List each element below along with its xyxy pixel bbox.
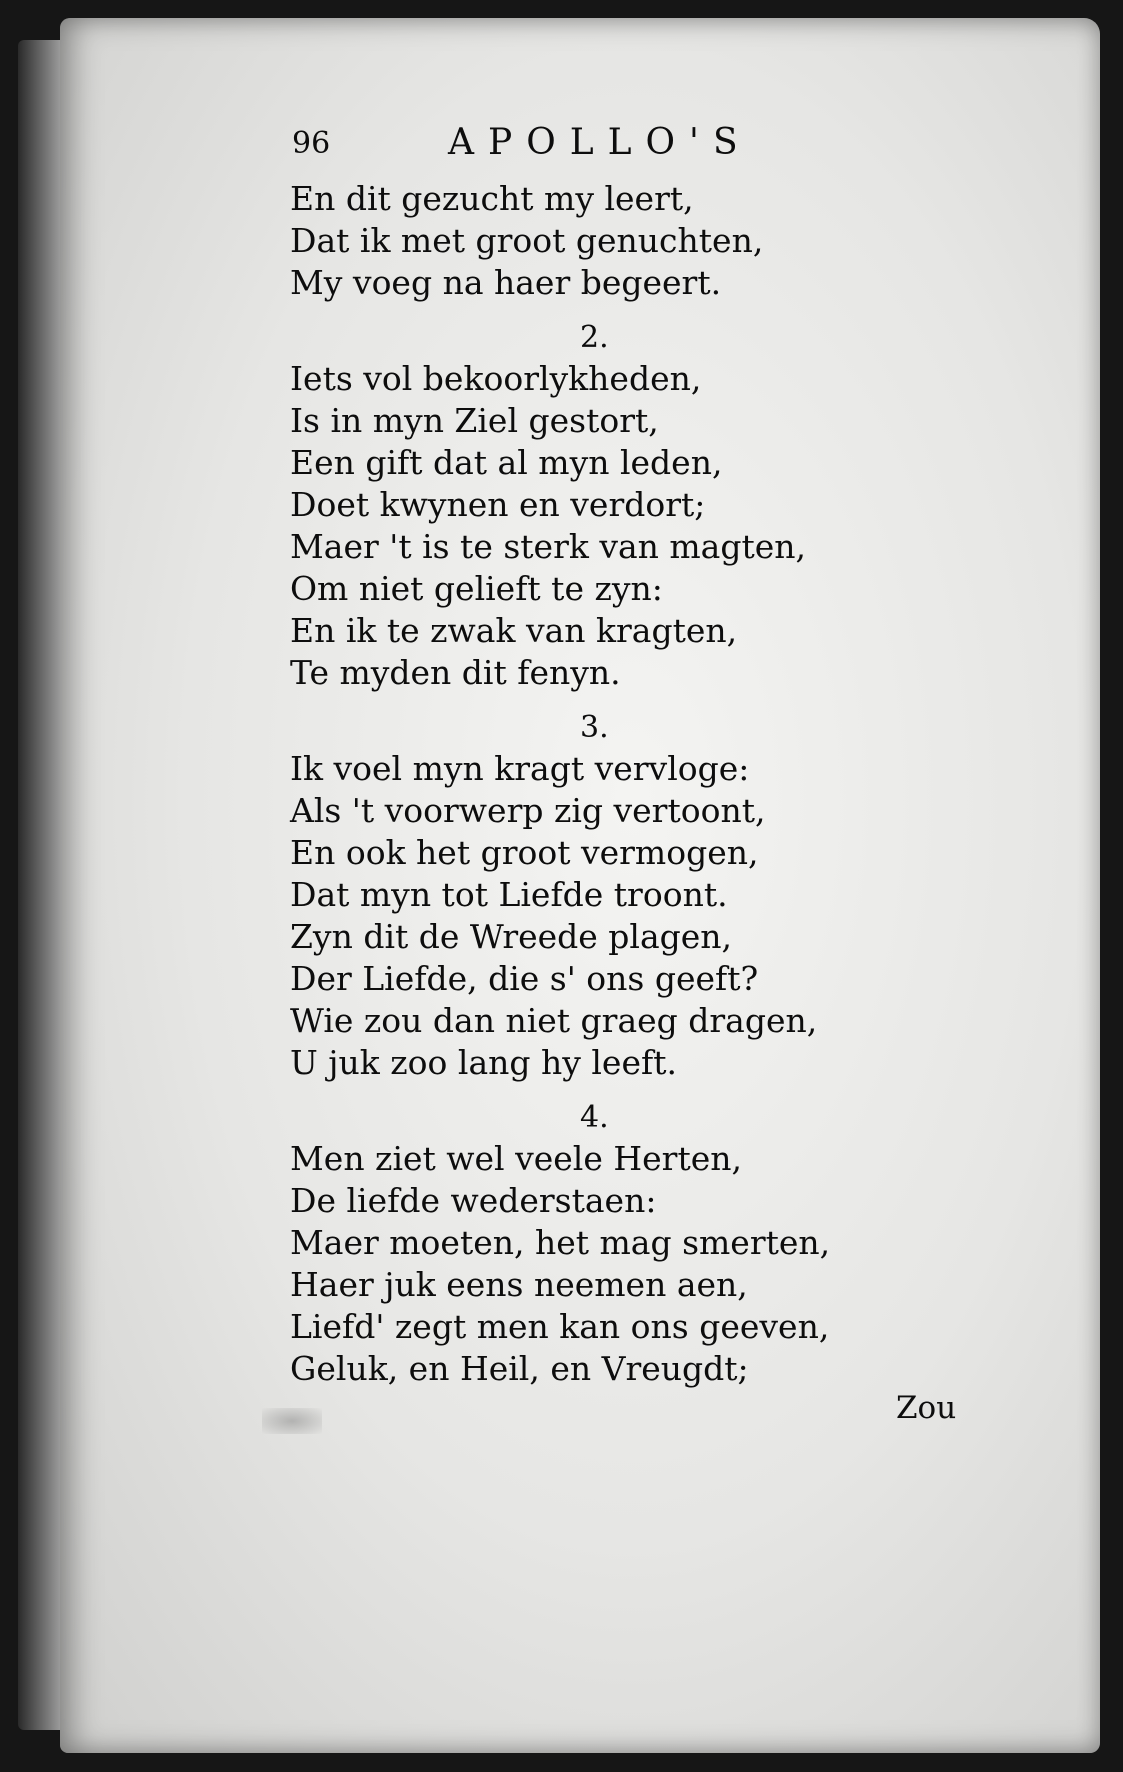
verse-line: En dit gezucht my leert, <box>290 179 694 218</box>
stanza-3 <box>290 708 910 1084</box>
verse-line: Ik voel myn kragt vervloge: <box>290 749 750 788</box>
verse-line: Is in myn Ziel gestort, <box>290 401 659 440</box>
verse-line: Dat myn tot Liefde troont. <box>290 875 728 914</box>
verse-line: Wie zou dan niet graeg dragen, <box>290 1001 818 1040</box>
verse-line: Iets vol bekoorlykheden, <box>290 359 702 398</box>
running-title: APOLLO'S <box>448 122 752 163</box>
stanza-4 <box>290 1098 910 1390</box>
verse-line: Dat ik met groot genuchten, <box>290 221 764 260</box>
stanza-continuation <box>290 178 910 304</box>
verse-line: De liefde wederstaen: <box>290 1181 657 1220</box>
verse-line: U juk zoo lang hy leeft. <box>290 1043 677 1082</box>
verse-line: En ook het groot vermogen, <box>290 833 759 872</box>
verse-line: Maer moeten, het mag smerten, <box>290 1223 831 1262</box>
verse-line: Der Liefde, die s' ons geeft? <box>290 959 759 998</box>
verse-line: Doet kwynen en verdort; <box>290 485 706 524</box>
verse-line: My voeg na haer begeert. <box>290 263 722 302</box>
verse-line: Maer 't is te sterk van magten, <box>290 527 807 566</box>
verse-line: Een gift dat al myn leden, <box>290 443 723 482</box>
catchword: Zou <box>896 1390 957 1426</box>
stanza-number: 4. <box>580 1100 609 1135</box>
stanza-number: 2. <box>580 320 609 355</box>
stanza-number: 3. <box>580 710 609 745</box>
page-text <box>290 120 910 1390</box>
page-header <box>290 120 910 178</box>
verse-line: Liefd' zegt men kan ons geeven, <box>290 1307 830 1346</box>
verse-line: Als 't voorwerp zig vertoont, <box>290 791 766 830</box>
ink-smudge <box>262 1408 322 1434</box>
verse-line: Men ziet wel veele Herten, <box>290 1139 742 1178</box>
verse-line: En ik te zwak van kragten, <box>290 611 738 650</box>
stanza-2 <box>290 318 910 694</box>
verse-line: Haer juk eens neemen aen, <box>290 1265 748 1304</box>
verse-line: Te myden dit fenyn. <box>290 653 621 692</box>
verse-line: Geluk, en Heil, en Vreugdt; <box>290 1349 749 1388</box>
verse-line: Zyn dit de Wreede plagen, <box>290 917 733 956</box>
page-number: 96 <box>292 126 331 161</box>
verse-line: Om niet gelieft te zyn: <box>290 569 663 608</box>
